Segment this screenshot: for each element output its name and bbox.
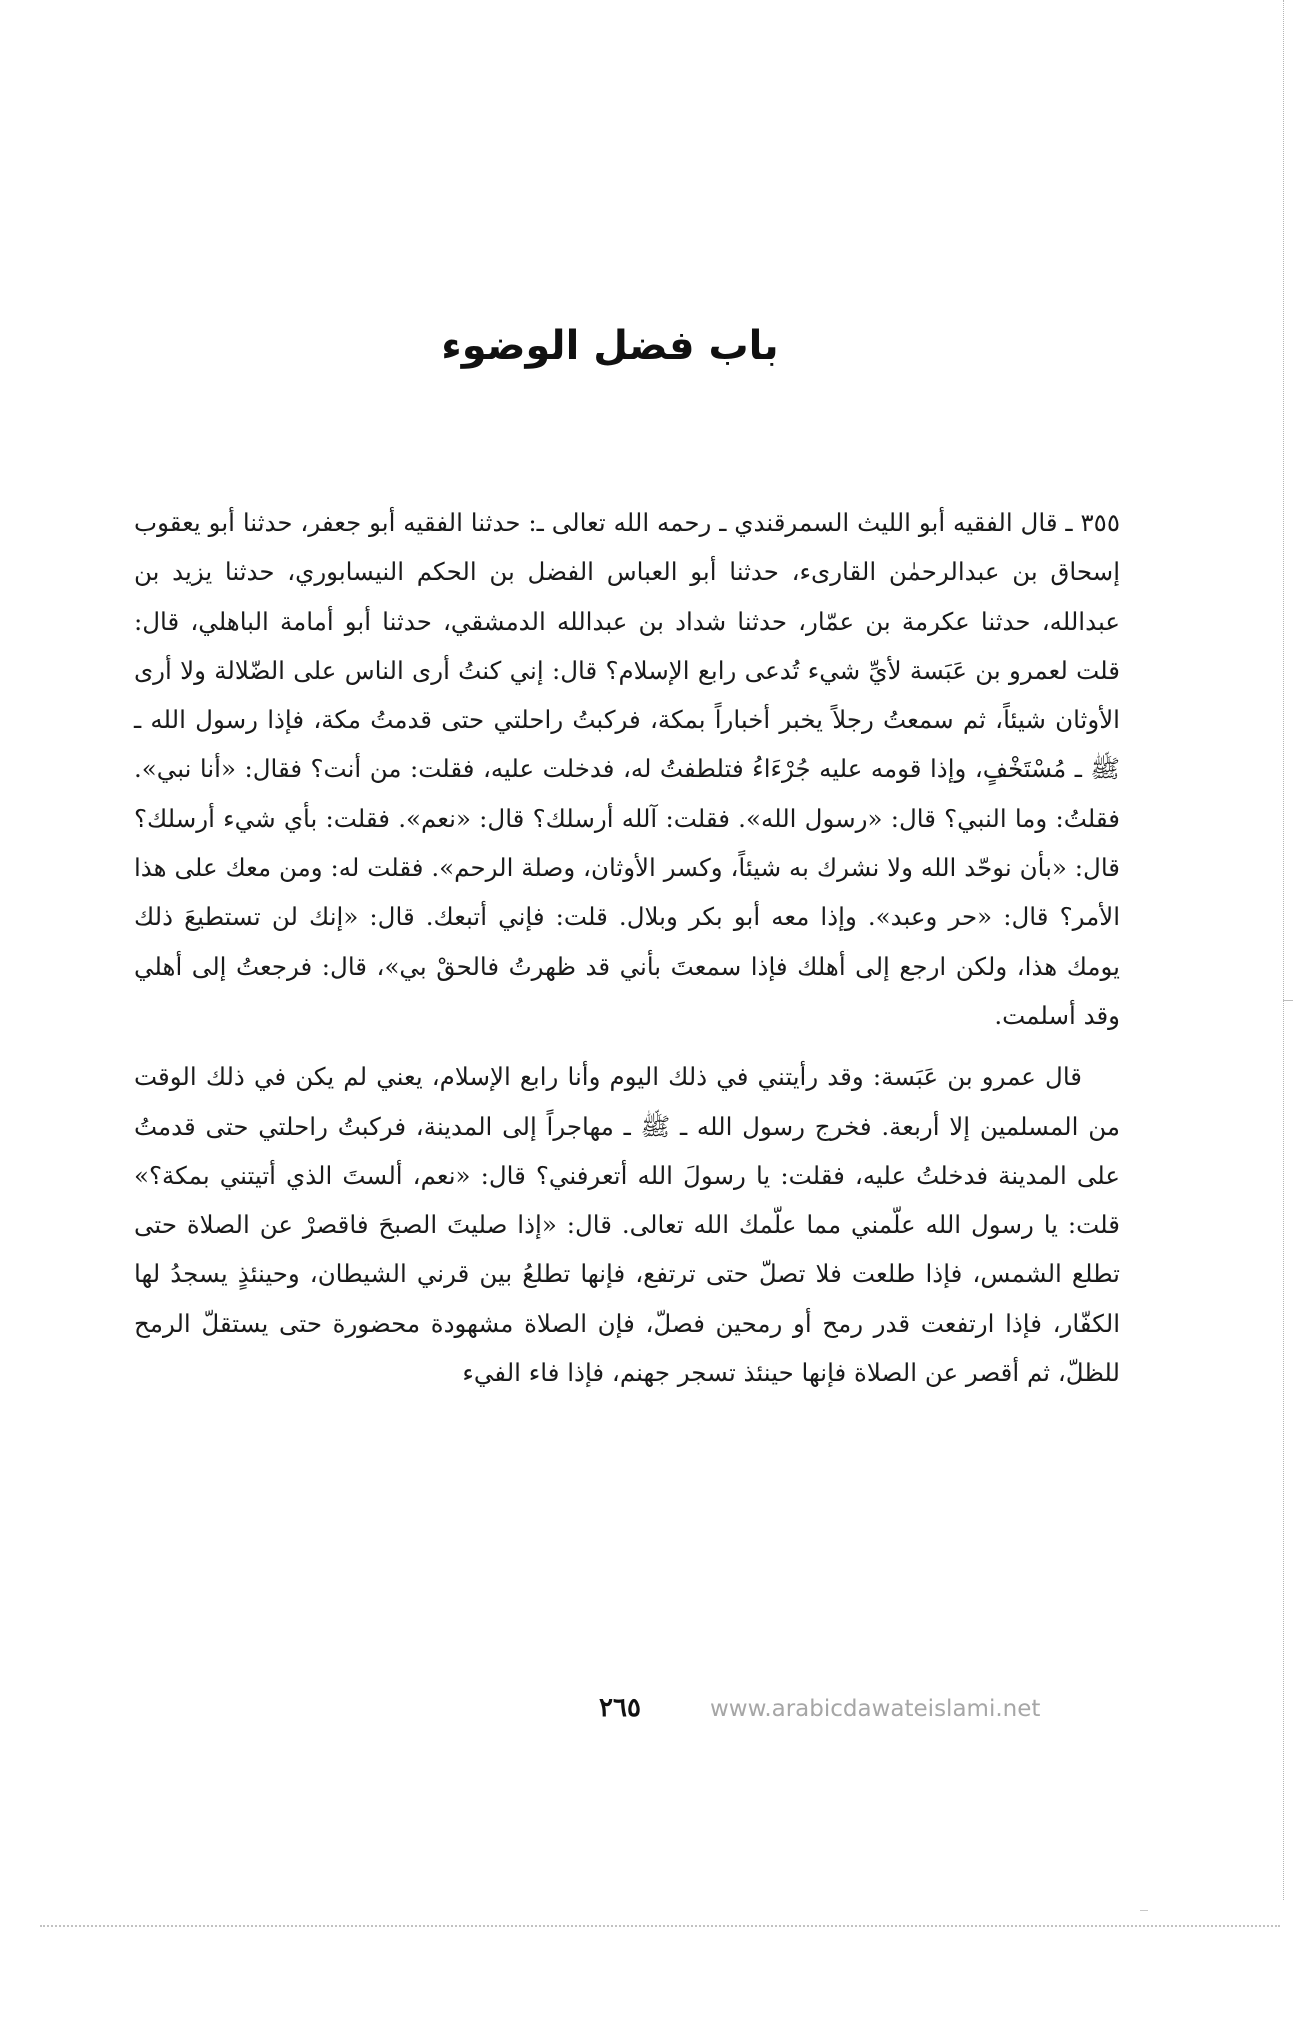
scan-bottom-dots xyxy=(40,1925,1280,1927)
paragraph-hadith-355: ٣٥٥ ـ قال الفقيه أبو الليث السمرقندي ـ رحمه الله تعالى ـ: حدثنا الفقيه أبو جعفر، حدثنا أبو يعقوب إسحاق بن عبدالرحمٰن القارىء، حدثنا أبو العباس الفضل بن الحكم النيسابوري، حدثنا يزيد بن عبدالله، حدثنا عكرمة بن عمّار، حدثنا شداد بن عبدالله الدمشقي، حدثنا أبو أمامة الباهلي، قال: قلت لعمرو بن عَبَسة لأيِّ شيء تُدعى رابع الإسلام؟ قال: إني كنتُ أرى الناس على الضّلالة ولا أرى الأوثان شيئاً، ثم سمعتُ رجلاً يخبر أخباراً بمكة، فركبتُ راحلتي حتى قدمتُ مكة، فإذا رسول الله ـ ﷺ ـ مُسْتَخْفٍ، وإذا قومه عليه جُرْءَاءُ فتلطفتُ له، فدخلت عليه، فقلت: من أنت؟ فقال: «أنا نبي». فقلتُ: وما النبي؟ قال: «رسول الله». فقلت: آلله أرسلك؟ قال: «نعم». فقلت: بأي شيء أرسلك؟ قال: «بأن نوحّد الله ولا نشرك به شيئاً، وكسر الأوثان، وصلة الرحم». فقلت له: ومن معك على هذا الأمر؟ قال: «حر وعبد». وإذا معه أبو بكر وبلال. قلت: فإني أتبعك. قال: «إنك لن تستطيعَ ذلك يومك هذا، ولكن ارجع إلى أهلك فإذا سمعتَ بأني قد ظهرتُ فالحقْ بي»، قال: فرجعتُ إلى أهلي وقد أسلمت. xyxy=(134,508,1120,1030)
page-number: ٢٦٥ xyxy=(599,1693,641,1723)
chapter-title: باب فضل الوضوء xyxy=(441,323,779,369)
scan-edge-rule xyxy=(1283,0,1284,1900)
scan-mark xyxy=(1140,1910,1148,1911)
page-footer xyxy=(560,1690,1080,1730)
watermark-url: www.arabicdawateislami.net xyxy=(710,1696,1041,1722)
body-text xyxy=(134,498,1120,1397)
paragraph-amr-ibn-abasa: قال عمرو بن عَبَسة: وقد رأيتني في ذلك اليوم وأنا رابع الإسلام، يعني لم يكن في ذلك الوقت من المسلمين إلا أربعة. فخرج رسول الله ـ ﷺ ـ مهاجراً إلى المدينة، فركبتُ راحلتي حتى قدمتُ على المدينة فدخلتُ عليه، فقلت: يا رسولَ الله أتعرفني؟ قال: «نعم، ألستَ الذي أتيتني بمكة؟» قلت: يا رسول الله علّمني مما علّمك الله تعالى. قال: «إذا صليتَ الصبحَ فاقصرْ عن الصلاة حتى تطلع الشمس، فإذا طلعت فلا تصلّ حتى ترتفع، فإنها تطلعُ بين قرني الشيطان، وحينئذٍ يسجدُ لها الكفّار، فإذا ارتفعت قدر رمح أو رمحين فصلّ، فإن الصلاة مشهودة محضورة حتى يستقلّ الرمح للظلّ، ثم أقصر عن الصلاة فإنها حينئذ تسجر جهنم، فإذا فاء الفيء xyxy=(134,1062,1120,1388)
scan-edge-tick xyxy=(1283,1000,1293,1001)
